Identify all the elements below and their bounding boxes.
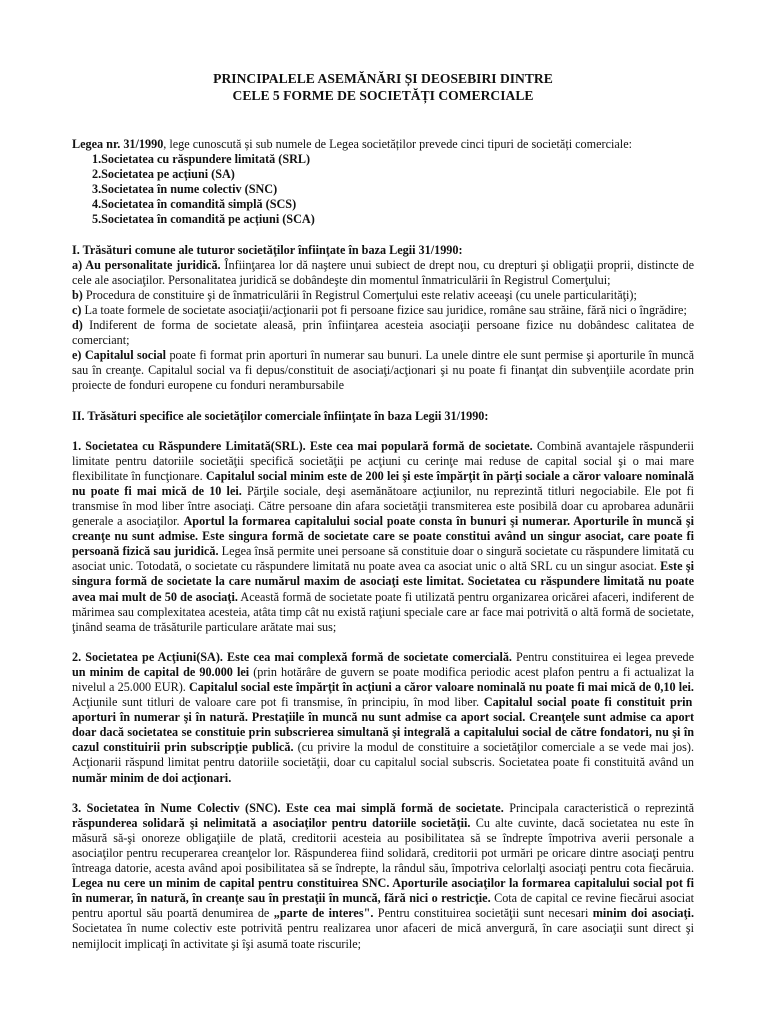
trait-b-label: b) — [72, 287, 83, 302]
intro-text: , lege cunoscută și sub numele de Legea societăților prevede cinci tipuri de societăți comerciale: — [163, 137, 632, 151]
sa-text-3: Acţiunile sunt titluri de valoare care pot fi transmise, în principiu, în mod liber. — [72, 695, 484, 710]
list-item: 4.Societatea în comandită simplă (SCS) — [92, 197, 297, 212]
trait-a-bold: Au personalitate juridică. — [82, 257, 221, 272]
intro-paragraph — [72, 137, 694, 152]
document-title — [72, 70, 694, 104]
srl-bold-1: 1. Societatea cu Răspundere Limitată(SRL). Este cea mai populară formă de societate. — [72, 438, 533, 453]
trait-c-text: La toate formele de societate asociaţii/acţionarii pot fi persoane fizice sau juridice, române sau străine, fără nici o îngrădire; — [81, 302, 687, 317]
srl-bold-4: Este şi singura formă de societate la care numărul maxim de asociaţi este limitat. Societatea cu răspundere limitată nu poate avea mai mult de 50 de asociaţi. — [72, 559, 695, 604]
trait-e-bold: Capitalul social — [81, 348, 167, 363]
snc-text-3: Cota de capital ce revine fiecărui asociat pentru aportul său poartă denumirea de — [72, 891, 694, 921]
sa-text-4: (cu privire la modul de constituire a societăţilor comerciale a se vede mai jos). Acţionarii răspund limitat pentru datoriile societăţii, doar cu capitalul social subscris. Societatea poate fi constituită având un — [72, 740, 694, 770]
snc-bold-1: 3. Societatea în Nume Colectiv (SNC). Este cea mai simplă formă de societate. — [72, 800, 504, 815]
srl-text-3: Legea însă permite unei persoane să constituie doar o singură societate cu răspundere limitată cu asociat unic. Totodată, o societate cu răspundere limitată nu poate avea ca asociat unic o altă SRL cu un singur asociat. — [72, 544, 694, 574]
sa-text-2: (prin hotărâre de guvern se poate modifica periodic acest plafon pentru a fi actualizat la nivelul a 25.000 EUR). — [72, 664, 694, 694]
title-line-2: CELE 5 FORME DE SOCIETĂȚI COMERCIALE — [232, 88, 534, 103]
snc-text-1: Principala caracteristică o reprezintă — [503, 800, 694, 815]
snc-text-5: Societatea în nume colectiv este potrivită pentru realizarea unor afaceri de mică anvergură, în care asociaţii sunt direct şi nemijlocit implicaţi în activitate şi îşi asumă toate riscurile; — [72, 921, 694, 951]
trait-b-text: Procedura de constituire şi de înmatriculării în Registrul Comerţului este relativ aceeaşi (cu unele particularităţi); — [82, 287, 637, 302]
section-1-heading — [72, 243, 694, 258]
trait-a-label: a) — [72, 257, 83, 272]
sa-text-1: Pentru constituirea ei legea prevede — [511, 649, 694, 664]
srl-text-2: Părţile sociale, deşi asemănătoare acţiunilor, nu reprezintă titluri negociabile. Ele pot fi transmise în mod liber între asociaţi. Către persoane din afara societăţii transmiterea este posibilă doar cu aprobarea adunării generale a asociaţilor. — [72, 483, 694, 529]
trait-d-text: Indiferent de forma de societate aleasă, prin înfiinţarea acesteia asociaţii persoane fizice nu dobândesc calitatea de comerciant; — [72, 318, 694, 348]
srl-bold-2: Capitalul social minim este de 200 lei şi este împărţit în părţi sociale a căror valoare nominală nu poate fi mai mică de 10 lei. — [72, 468, 694, 498]
sa-bold-5: număr minim de doi acţionari. — [72, 770, 232, 785]
srl-text-1: Combină avantajele răspunderii limitate pentru datoriile societăţii specifică societăţii pe acţiuni cu cerinţe mai reduse de capital social şi o mai mare flexibilitate în funcţionare. — [72, 438, 695, 483]
trait-c-label: c) — [72, 302, 82, 317]
snc-bold-3: Legea nu cere un minim de capital pentru constituirea SNC. Aporturile asociaţilor la formarea capitalului social pot fi în numerar, în natură, în creanţe sau în prestaţii în muncă, fără nici o restricţie. — [72, 876, 694, 906]
trait-e-text: poate fi format prin aporturi în numerar sau bunuri. La unele dintre ele sunt permise şi aporturile în muncă sau în creanţe. Capitalul social va fi depus/constituit de asociaţi/acţionari şi nu poate fi finanţat din subvenţiile acordate prin proiecte de fonduri europene cu fonduri nerambursabile — [72, 348, 694, 393]
trait-a-text: Înfiinţarea lor dă naştere unui subiect de drept nou, cu drepturi şi obligaţii proprii, distincte de cele ale asociaţilor. Personalitatea juridică se dobândeşte din momentul înmatriculării în Registrul Comerţului; — [72, 257, 694, 287]
sa-bold-3: Capitalul social este împărţit în acţiuni a căror valoare nominală nu poate fi mai mică de 0,10 lei. — [188, 680, 694, 694]
common-trait-c — [72, 303, 694, 318]
section-1-heading-text: I. Trăsături comune ale tuturor societăţilor înfiinţate în baza Legii 31/1990: — [72, 242, 463, 257]
list-item: 2.Societatea pe acțiuni (SA) — [92, 167, 235, 182]
srl-text-4: Această formă de societate poate fi utilizată pentru organizarea oricărei afaceri, indiferent de mărimea sau complexitatea acesteia, atâta timp cât nu există raţiuni speciale care ar face mai potrivită o altă formă de societate, ţinând seama de trăsăturile particulare arătate mai sus; — [72, 589, 694, 634]
snc-text-2: Cu alte cuvinte, dacă societatea nu este în măsură să-şi onoreze obligaţiile de plată, creditorii acesteia au posibilitatea să se îndrepte împotriva averii personale a asociaţilor pentru recuperarea creanţelor lor. Răspunderea fiind solidară, creditorii pot urmări pe oricare dintre asociaţi pentru întreaga datorie, acesta având apoi posibilitatea să se îndrepte, la rândul său, împotriva celorlalţi asociaţi pentru cota fiecăruia. — [72, 815, 694, 876]
sa-bold-4: Capitalul social poate fi constituit prin aporturi în numerar şi în natură. Prestaţiile în muncă nu sunt admise ca aport social. Creanţele sunt admise ca aport doar dacă societatea se constituie prin subscrierea simultană şi integrală a capitalului social de către fondatori, nu şi în cazul constituirii prin subscripţie publică. — [72, 695, 694, 755]
section-2-heading-text: II. Trăsături specifice ale societăţilor comerciale înfiinţate în baza Legii 31/1990: — [72, 408, 489, 423]
trait-d-label: d) — [72, 318, 83, 333]
sa-bold-1: 2. Societatea pe Acţiuni(SA). Este cea mai complexă formă de societate comercială. — [72, 649, 512, 664]
title-line-1: PRINCIPALELE ASEMĂNĂRI ȘI DEOSEBIRI DINTRE — [213, 71, 553, 86]
snc-bold-2: răspunderea solidară şi nelimitată a asociaţilor pentru datoriile societăţii. — [72, 815, 471, 830]
common-trait-e — [72, 348, 694, 393]
trait-e-label: e) — [72, 348, 82, 363]
snc-text-4: Pentru constituirea societăţii sunt necesari — [373, 906, 593, 921]
sa-paragraph — [72, 650, 694, 786]
list-item: 5.Societatea în comandită pe acțiuni (SCA) — [92, 212, 315, 227]
srl-paragraph — [72, 439, 694, 635]
snc-paragraph — [72, 801, 694, 952]
snc-bold-4: „parte de interes". — [273, 906, 374, 921]
section-2-heading — [72, 409, 694, 424]
srl-bold-3: Aportul la formarea capitalului social poate consta în bunuri şi numerar. Aporturile în muncă şi creanţe nu sunt admise. Este singura formă de societate care se poate constitui având un singur asociat, care poate fi persoană fizică sau juridică. — [72, 514, 694, 559]
list-item: 1.Societatea cu răspundere limitată (SRL) — [92, 152, 311, 167]
document-page — [72, 70, 694, 952]
snc-bold-5: minim doi asociaţi. — [592, 906, 694, 921]
common-trait-a — [72, 258, 694, 288]
sa-bold-2: un minim de capital de 90.000 lei — [72, 664, 250, 679]
list-item: 3.Societatea în nume colectiv (SNC) — [92, 182, 278, 197]
law-reference: Legea nr. 31/1990 — [72, 137, 164, 151]
common-trait-b — [72, 288, 694, 303]
company-forms-list — [72, 152, 694, 227]
common-trait-d — [72, 318, 694, 348]
